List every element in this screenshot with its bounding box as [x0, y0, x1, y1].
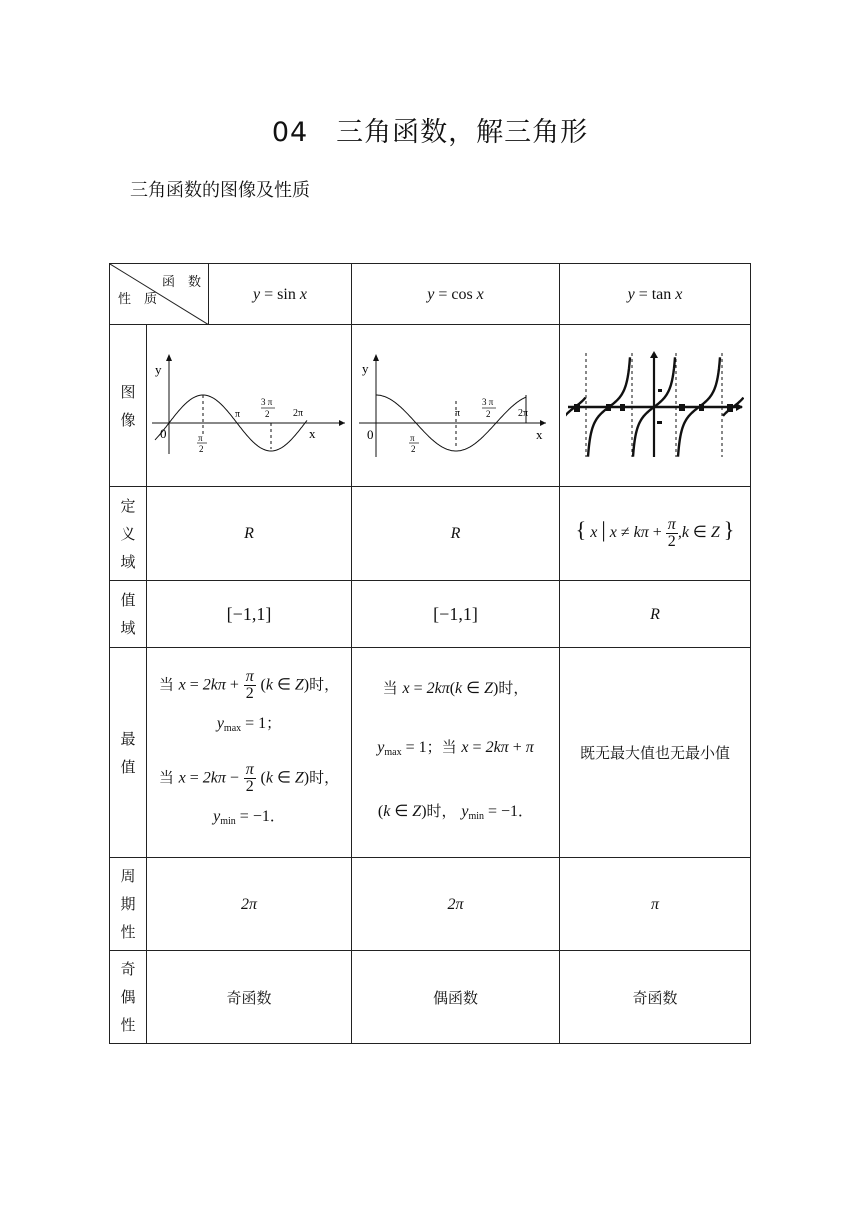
cos-domain-cell — [352, 487, 560, 581]
page-title: 04 三角函数，解三角形 — [271, 117, 589, 148]
row-label-parity — [110, 951, 147, 1044]
cos-x-axis-label: x — [535, 426, 542, 442]
cos-parity-value: 偶函数 — [432, 988, 478, 1007]
cos-domain-value: R — [450, 525, 461, 542]
cos-tick-3pi2-den: 2 — [485, 408, 490, 419]
trig-properties-table — [109, 263, 751, 1044]
sin-origin-label: 0 — [160, 425, 167, 441]
sin-graph — [147, 349, 351, 459]
sin-tick-pi: π — [235, 408, 241, 420]
sin-tick-2pi: 2π — [293, 407, 304, 419]
tan-graph — [566, 349, 744, 459]
sin-range-cell — [147, 581, 352, 648]
cos-graph — [354, 349, 558, 459]
tan-domain-value: { x | x ≠ kπ + $\frac{\pi}{2}$ ,k ∈ Z } — [575, 516, 735, 550]
cos-y-axis-label: y — [361, 360, 368, 376]
tan-range-value: R — [650, 605, 660, 623]
column-header-tan: y = tan x — [560, 264, 751, 325]
period-row — [110, 858, 751, 951]
row-label-text: 图像 — [120, 382, 136, 429]
extremum-row — [110, 648, 751, 858]
domain-row — [110, 487, 751, 581]
sin-tick-3pi2-den: 2 — [265, 408, 270, 419]
row-label-text: 奇偶性 — [120, 960, 136, 1034]
cos-tick-pi2-den: 2 — [410, 443, 415, 454]
sin-parity-cell — [147, 951, 352, 1044]
sin-max-condition: 当 x = 2kπ + $\frac{\pi}{2}$ (k ∈ Z)时， — [158, 667, 340, 702]
sin-parity-value: 奇函数 — [226, 988, 272, 1007]
range-row — [110, 581, 751, 648]
image-row — [110, 325, 751, 487]
corner-header-cell — [110, 264, 209, 325]
sin-tick-pi2-den: 2 — [199, 443, 204, 454]
cos-max-condition: 当 x = 2kπ(k ∈ Z)时， — [382, 679, 529, 697]
tan-extremum-value: 既无最大值也无最小值 — [579, 744, 730, 762]
tan-parity-value: 奇函数 — [632, 988, 678, 1007]
sin-tick-3pi2-num: 3 π — [261, 396, 273, 407]
cos-period-value: 2π — [447, 895, 464, 913]
cos-period-cell — [352, 858, 560, 951]
row-label-text: 值域 — [120, 591, 136, 637]
sin-period-value: 2π — [240, 895, 257, 913]
column-header-cos: y = cos x — [352, 264, 560, 325]
corner-label-function: 函 数 — [162, 275, 202, 290]
cos-parity-cell — [352, 951, 560, 1044]
tan-extremum-cell — [560, 648, 751, 858]
tan-period-value: π — [650, 895, 659, 913]
cos-tick-3pi2-num: 3 π — [481, 396, 493, 407]
cos-range-cell — [352, 581, 560, 648]
cos-tick-2pi: 2π — [517, 407, 528, 419]
section-heading: 三角函数的图像及性质 — [130, 180, 310, 201]
header-row — [110, 264, 751, 325]
sin-period-cell — [147, 858, 352, 951]
cos-tick-pi: π — [454, 407, 460, 419]
sin-x-axis-label: x — [309, 425, 316, 441]
parity-row — [110, 951, 751, 1044]
tan-domain-cell — [560, 487, 751, 581]
cos-range-value: [−1,1] — [433, 603, 478, 624]
cos-extremum-cell — [352, 648, 560, 858]
corner-label-property: 性 质 — [118, 292, 158, 307]
sin-range-value: [−1,1] — [226, 603, 272, 624]
row-label-domain — [110, 487, 147, 581]
sin-domain-value: R — [244, 525, 254, 542]
row-label-extremum — [110, 648, 147, 858]
cos-max-value: $y_{max} = 1$；当 x = 2kπ + π — [377, 738, 534, 758]
row-label-text: 最值 — [120, 729, 136, 776]
cos-tick-pi2-num: π — [409, 432, 415, 443]
sin-domain-cell — [147, 487, 352, 581]
sin-min-value: $y_{min} = -1$． — [213, 806, 285, 827]
tan-range-cell — [560, 581, 751, 648]
sin-y-axis-label: y — [155, 361, 162, 377]
tan-graph-cell — [560, 325, 751, 487]
cos-min-value: (k ∈ Z)时， $y_{min} = -1$． — [377, 802, 534, 822]
sin-tick-pi2-num: π — [198, 432, 203, 443]
cos-origin-label: 0 — [366, 426, 373, 442]
cos-graph-cell — [352, 325, 560, 487]
row-label-text: 定义域 — [120, 496, 136, 571]
row-label-range — [110, 581, 147, 648]
sin-min-condition: 当 x = 2kπ − $\frac{\pi}{2}$ (k ∈ Z)时， — [158, 760, 340, 795]
column-header-sin: y = sin x — [209, 264, 352, 325]
row-label-period — [110, 858, 147, 951]
sin-graph-cell — [147, 325, 352, 487]
tan-parity-cell — [560, 951, 751, 1044]
tan-period-cell — [560, 858, 751, 951]
sin-max-value: $y_{max} = 1$； — [216, 713, 282, 734]
row-label-text: 周期性 — [120, 867, 136, 941]
sin-extremum-cell — [147, 648, 352, 858]
row-label-image — [110, 325, 147, 487]
